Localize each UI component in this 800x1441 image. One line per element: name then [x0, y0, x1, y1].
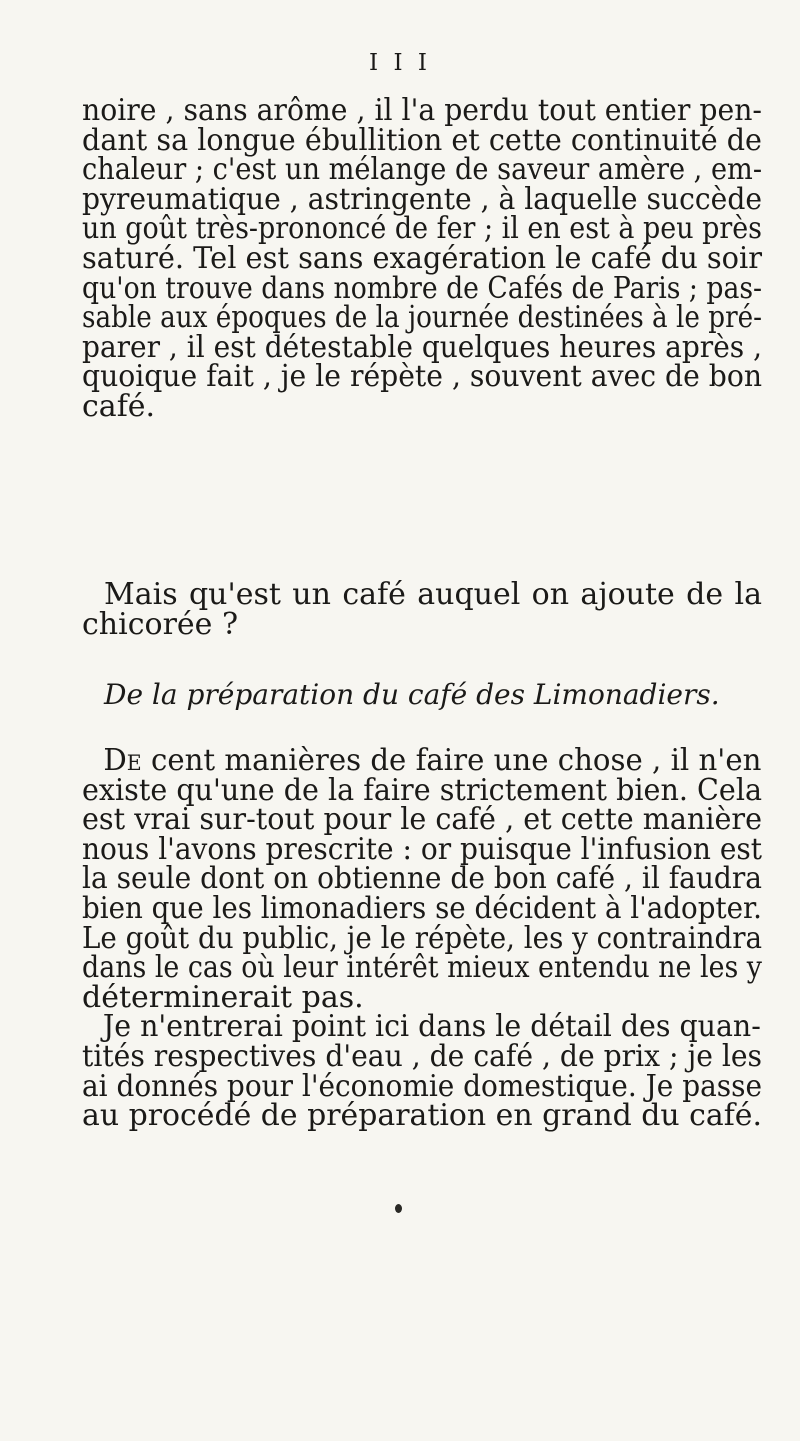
text-line: café. — [82, 388, 156, 424]
section-first-line-rest: cent manières de faire une chose , il n'en — [151, 743, 762, 778]
text-line: Je n'entrerai point ici dans le détail des quan- — [102, 1009, 761, 1045]
text-line: Le goût du public, je le répète, les y contraindra — [82, 920, 763, 956]
text-line: dans le cas où leur intérêt mieux entendu ne les y — [82, 950, 762, 986]
text-line: déterminerait pas. — [82, 979, 364, 1015]
text-line: un goût très-prononcé de fer ; il en est à peu près — [82, 211, 763, 247]
text-line: au procédé de préparation en grand du café. — [82, 1098, 763, 1134]
text-line: bien que les limonadiers se décident à l'adopter. — [82, 890, 763, 926]
ink-speck — [395, 1204, 402, 1213]
text-line: parer , il est détestable quelques heures après , — [82, 329, 762, 365]
text-line: saturé. Tel est sans exagération le café du soir — [82, 240, 762, 276]
text-line: tités respectives d'eau , de café , de prix ; je les — [82, 1038, 763, 1074]
text-line: ai donnés pour l'économie domestique. Je passe — [82, 1068, 762, 1104]
text-line: existe qu'une de la faire strictement bien. Cela — [82, 772, 763, 808]
paragraph-question — [82, 577, 762, 642]
text-line: Mais qu'est un café auquel on ajoute de la — [104, 577, 762, 612]
page-number: I I I — [369, 50, 431, 76]
text-line: la seule dont on obtienne de bon café , il faudra — [82, 861, 762, 897]
text-line: dant sa longue ébullition et cette continuité de — [82, 122, 762, 158]
paragraph-section-body — [82, 743, 763, 1134]
text-line: noire , sans arôme , il l'a perdu tout entier pen- — [82, 93, 762, 128]
text-line-first — [82, 743, 762, 778]
text-line: chicorée ? — [82, 606, 239, 642]
text-line: quoique fait , je le répète , souvent avec de bon — [82, 359, 763, 395]
section-first-word: De — [103, 743, 142, 778]
section-heading: De la préparation du café des Limonadiers. — [104, 678, 720, 711]
text-line: qu'on trouve dans nombre de Cafés de Paris ; pas- — [82, 270, 763, 306]
text-line: est vrai sur-tout pour le café , et cette manière — [82, 802, 763, 838]
paragraph-continuation — [82, 93, 763, 424]
text-line: sable aux époques de la journée destinées à le pré- — [82, 300, 762, 336]
text-line: chaleur ; c'est un mélange de saveur amère , em- — [82, 152, 762, 188]
text-line: pyreumatique , astringente , à laquelle succède — [82, 181, 763, 217]
text-line: nous l'avons prescrite : or puisque l'infusion est — [82, 831, 763, 867]
